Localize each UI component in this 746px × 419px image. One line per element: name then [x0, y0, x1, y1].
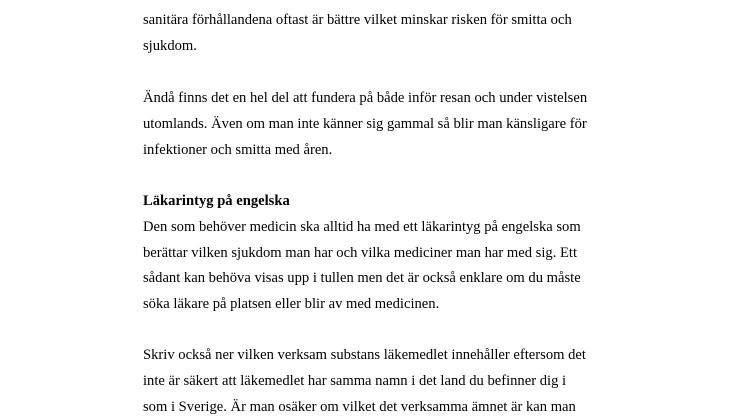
body-text-line: Den som behöver medicin ska alltid ha med ett läkarintyg på engelska som	[143, 219, 581, 235]
body-text-line: söka läkare på platsen eller blir av med medicinen.	[143, 296, 440, 312]
body-text-line: sjukdom.	[143, 38, 197, 54]
body-text-line: Skriv också ner vilken verksam substans läkemedlet innehåller eftersom det	[143, 347, 586, 363]
body-text-line: berättar vilken sjukdom man har och vilka mediciner man har med sig. Ett	[143, 245, 578, 261]
body-text-line: sådant kan behöva visas upp i tullen men det är också enklare om du måste	[143, 270, 581, 286]
body-text-line: som i Sverige. Är man osäker om vilket det verksamma ämnet är kan man	[143, 399, 576, 415]
body-text-line: utomlands. Även om man inte känner sig gammal så blir man känsligare för	[143, 116, 587, 132]
section-heading: Läkarintyg på engelska	[143, 193, 290, 209]
body-text-line: inte är säkert att läkemedlet har samma namn i det land du befinner dig i	[143, 373, 567, 389]
body-text-line: sanitära förhållandena oftast är bättre vilket minskar risken för smitta och	[143, 12, 572, 28]
body-text-line: Ändå finns det en hel del att fundera på både inför resan och under vistelsen	[143, 90, 588, 106]
body-text-line: infektioner och smitta med åren.	[143, 142, 333, 158]
